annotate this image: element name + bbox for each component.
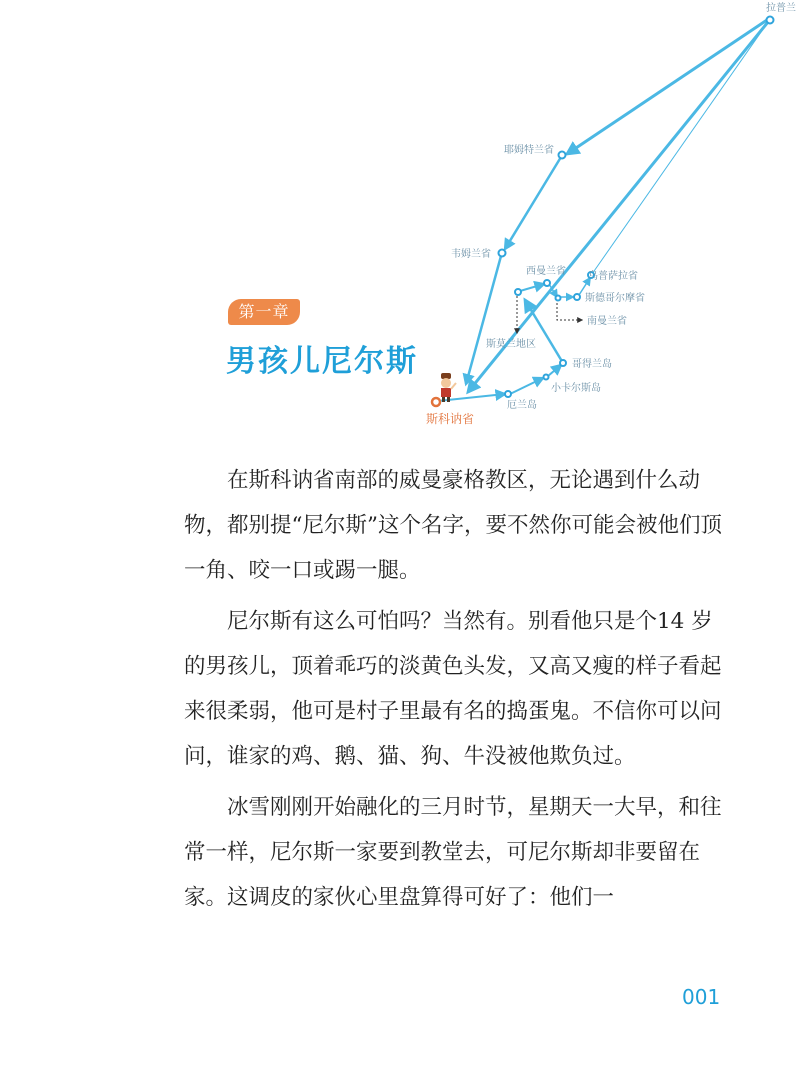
route-karlso-to-gotland <box>548 365 561 376</box>
label-jamtland: 耶姆特兰省 <box>504 145 554 156</box>
route-gotland-to-smaland <box>525 300 563 363</box>
body-text <box>184 458 724 926</box>
point-gotland <box>560 360 566 366</box>
label-sodermanland: 南曼兰省 <box>587 316 627 327</box>
label-skane: 斯科讷省 <box>426 412 475 426</box>
point-oland <box>505 391 511 397</box>
dashed-connector-sodermanland <box>557 299 582 320</box>
route-varmland-to-skane <box>466 256 501 384</box>
point-lapland <box>767 17 774 24</box>
route-lapland-return <box>468 22 768 392</box>
label-vastmanland: 西曼兰省 <box>526 266 566 277</box>
page-number: 001 <box>682 985 721 1009</box>
boy-illustration-icon <box>441 373 456 402</box>
point-vastmanland <box>544 280 550 286</box>
paragraph-3: 冰雪刚刚开始融化的三月时节，星期天一大早，和往常一样，尼尔斯一家要到教堂去，可尼尔斯却非要留在家。这调皮的家伙心里盘算得可好了：他们一 <box>184 795 722 910</box>
point-smaland <box>515 289 521 295</box>
route-oland-to-karlso <box>510 378 543 394</box>
label-varmland: 韦姆兰省 <box>451 249 491 260</box>
route-smaland-to-vastmanland <box>520 284 544 291</box>
label-smaland: 斯莫兰地区 <box>486 339 536 350</box>
paragraph-2: 尼尔斯有这么可怕吗？当然有。别看他只是个14 岁的男孩儿，顶着乖巧的淡黄色头发，又高又瘦的样子看起来很柔弱，他可是村子里最有名的捣蛋鬼。不信你可以问问，谁家的鸡、鹅、猫、狗、牛没被他欺负过。 <box>184 609 722 769</box>
route-lapland-to-jamtland <box>567 18 770 154</box>
point-skane <box>432 398 440 406</box>
point-jamtland <box>559 152 566 159</box>
label-stockholm: 斯德哥尔摩省 <box>585 293 645 304</box>
point-stockholm <box>574 294 580 300</box>
point-little-karlso <box>544 375 549 380</box>
chapter-label: 第一章 <box>228 299 300 325</box>
route-jamtland-to-varmland <box>505 157 561 249</box>
chapter-title: 男孩儿尼尔斯 <box>226 344 418 379</box>
point-varmland <box>499 250 506 257</box>
label-lapland: 拉普兰 <box>766 3 796 14</box>
label-oland: 厄兰岛 <box>507 400 537 411</box>
route-uppland-to-lapland <box>592 25 766 274</box>
label-little-karlso: 小卡尔斯岛 <box>551 383 601 394</box>
point-mid <box>556 296 561 301</box>
label-uppland: 乌普萨拉省 <box>588 271 638 282</box>
paragraph-1: 在斯科讷省南部的威曼豪格教区，无论遇到什么动物，都别提“尼尔斯”这个名字，要不然你可能会被他们顶一角、咬一口或踢一腿。 <box>184 468 722 583</box>
label-gotland: 哥得兰岛 <box>572 359 612 370</box>
